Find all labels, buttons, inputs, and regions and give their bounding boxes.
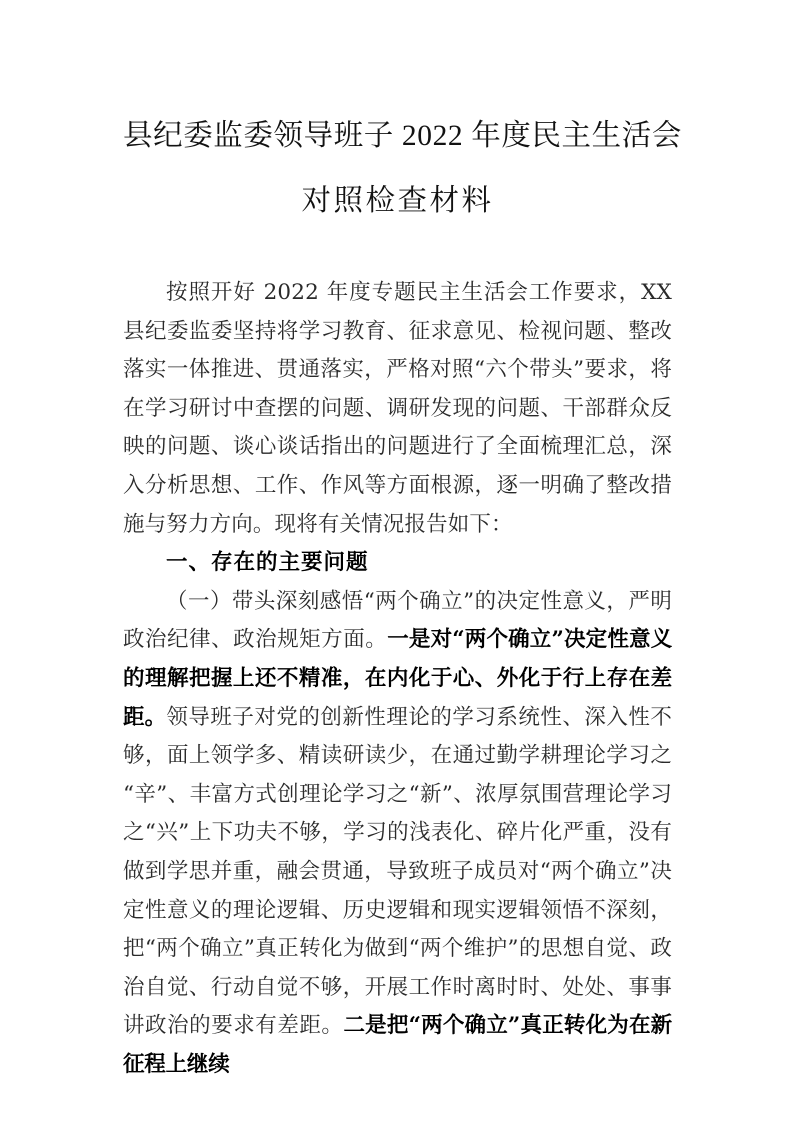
page-title: [123, 104, 682, 234]
document-content-column: [123, 0, 682, 1084]
text-run-bold-point-two: 二是把“两个确立”真正转化为在新征程上继续: [123, 1013, 672, 1077]
section-heading-main-problems: 一、存在的主要问题: [166, 550, 369, 576]
paragraph-intro: [123, 274, 672, 544]
top-margin-spacer: [123, 0, 672, 104]
page-title-line-1: 县纪委监委领导班子 2022 年度民主生活会: [123, 120, 682, 152]
text-run: （一）带头深刻感悟“两个确立”的决定性意义，严明政治纪律、政治规矩方面。: [123, 588, 672, 653]
text-run: 领导班子对党的创新性理论的学习系统性、深入性不够，面上领学多、精读研读少，在通过勤学耕理论学习之“辛”、丰富方式创理论学习之“新”、浓厚氛围营理论学习之“兴”上下功夫不够，学习的浅表化、碎片化严重，没有做到学思并重，融会贯通，导致班子成员对“两个确立”决定性意义的理论逻辑、历史逻辑和现实逻辑领悟不深刻，把“两个确立”真正转化为做到“两个维护”的思想自觉、政治自觉、行动自觉不够，开展工作时离时时、处处、事事讲政治的要求有差距。: [123, 704, 672, 1039]
page-title-line-2: 对照检查材料: [301, 185, 494, 217]
paragraph-subsection-one: [123, 583, 672, 1085]
title-body-gap: [123, 234, 672, 274]
text-run: 按照开好 2022 年度专题民主生活会工作要求，XX 县纪委监委坚持将学习教育、征求意见、检视问题、整改落实一体推进、贯通落实，严格对照“六个带头”要求，将在学习研讨中查摆的问题、调研发现的问题、干部群众反映的问题、谈心谈话指出的问题进行了全面梳理汇总，深入分析思想、工作、作风等方面根源，逐一明确了整改措施与努力方向。现将有关情况报告如下：: [123, 280, 672, 537]
text-run-bold-point-one: 一是对“两个确立”决定性意义的理解把握上还不精准，在内化于心、外化于行上存在差距。: [123, 627, 672, 730]
